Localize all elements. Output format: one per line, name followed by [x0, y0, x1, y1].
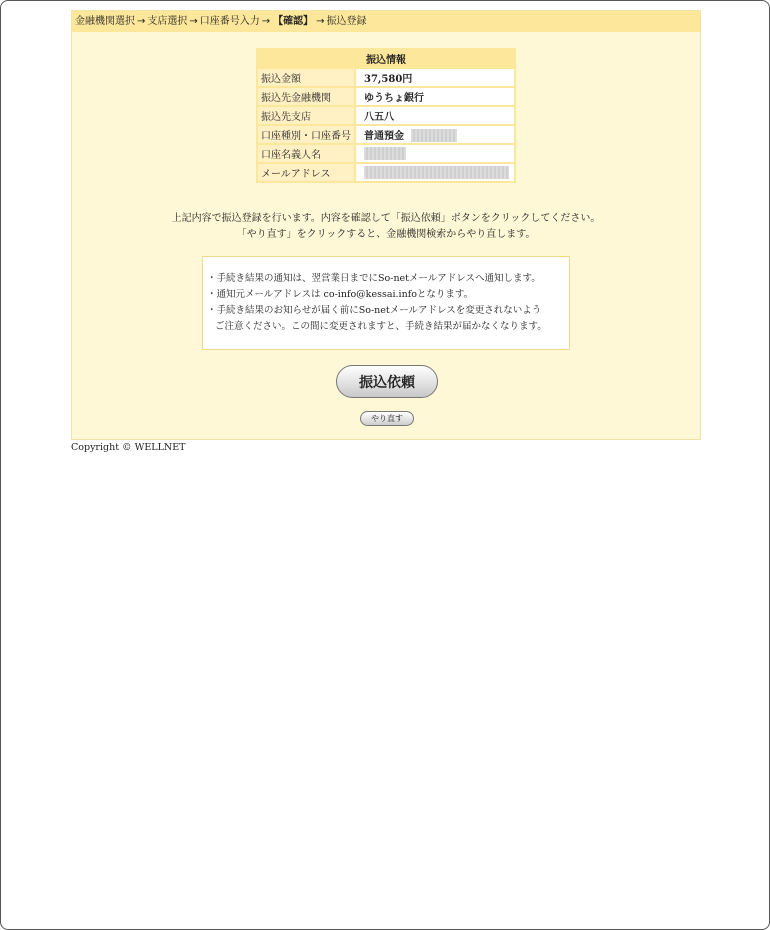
- breadcrumb-step-branch-select: 支店選択: [147, 16, 188, 27]
- branch-name-value: 八五八: [356, 107, 514, 124]
- transfer-request-button[interactable]: 振込依頼: [336, 365, 438, 398]
- row-label: 口座名義人名: [258, 145, 354, 162]
- account-type-number-cell: [356, 126, 514, 143]
- breadcrumb-step-confirm: 【確認】: [273, 16, 314, 27]
- table-row: [258, 126, 514, 143]
- main-panel: [71, 10, 701, 440]
- row-label: 振込先金融機関: [258, 88, 354, 105]
- table-row: [258, 107, 514, 124]
- instruction-line: 上記内容で振込登録を行います。内容を確認して「振込依頼」ボタンをクリックしてください。: [171, 213, 601, 224]
- breadcrumb-step-bank-select: 金融機関選択: [75, 16, 135, 27]
- table-row: [258, 69, 514, 86]
- bank-name-value: ゆうちょ銀行: [356, 88, 514, 105]
- redacted-account-number: [411, 129, 457, 142]
- account-holder-cell: [356, 145, 514, 162]
- transfer-amount-value: 37,580円: [356, 69, 514, 86]
- redacted-email-address: [364, 166, 509, 179]
- row-label: 口座種別・口座番号: [258, 126, 354, 143]
- notice-line: ・通知元メールアドレスは co-info@kessai.infoとなります。: [207, 289, 474, 300]
- row-label: メールアドレス: [258, 164, 354, 181]
- breadcrumb-arrow: →: [316, 16, 325, 27]
- instructions: [72, 211, 700, 243]
- breadcrumb-arrow: →: [189, 16, 198, 27]
- account-type-value: 普通預金: [364, 130, 404, 142]
- breadcrumb-arrow: →: [261, 16, 271, 27]
- table-row: [258, 145, 514, 162]
- row-label: 振込先支店: [258, 107, 354, 124]
- notice-line: ・手続き結果の通知は、翌営業日までにSo-netメールアドレスへ通知します。: [207, 273, 541, 284]
- instruction-line: 「やり直す」をクリックすると、金融機関検索からやり直します。: [236, 229, 536, 240]
- table-row: [258, 164, 514, 181]
- row-label: 振込金額: [258, 69, 354, 86]
- redacted-account-holder: [364, 147, 406, 160]
- breadcrumb: [72, 11, 700, 32]
- notice-line: ・手続き結果のお知らせが届く前にSo-netメールアドレスを変更されないよう: [207, 305, 542, 316]
- copyright: Copyright © WELLNET: [71, 442, 186, 453]
- breadcrumb-step-account-input: 口座番号入力: [199, 16, 260, 27]
- notice-line: ご注意ください。この間に変更されますと、手続き結果が届かなくなります。: [215, 321, 547, 332]
- email-cell: [356, 164, 514, 181]
- table-header: 振込情報: [258, 50, 514, 67]
- notice-box: [202, 256, 570, 350]
- breadcrumb-arrow: →: [137, 16, 146, 27]
- table-row: [258, 88, 514, 105]
- breadcrumb-step-register: 振込登録: [326, 16, 367, 27]
- redo-button[interactable]: やり直す: [360, 411, 414, 426]
- transfer-info-table: [256, 48, 516, 183]
